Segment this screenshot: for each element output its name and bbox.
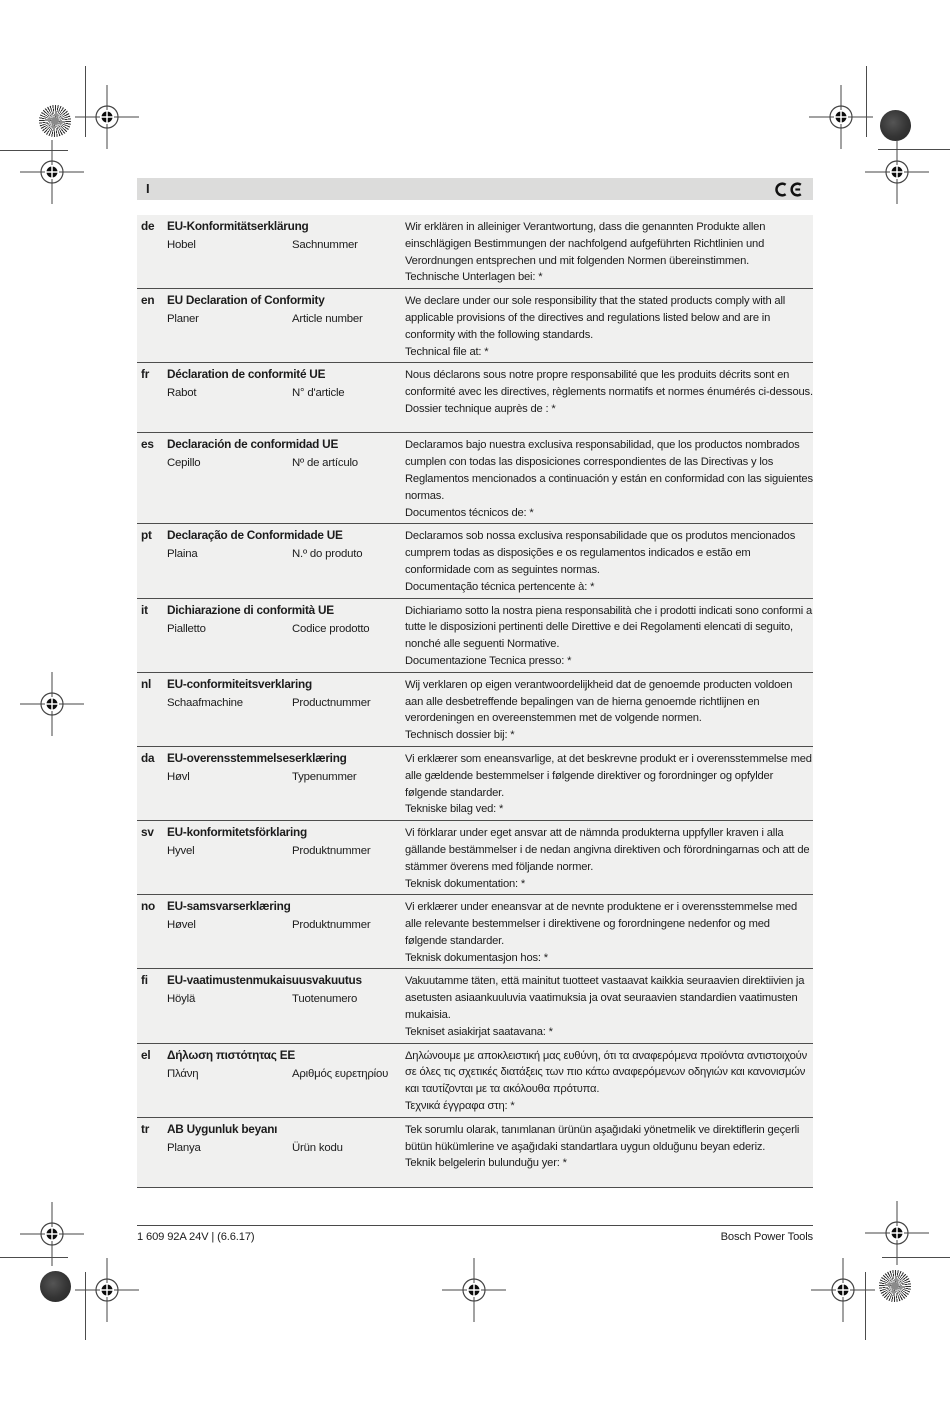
ce-mark-icon	[774, 181, 804, 198]
declaration-title: EU Declaration of Conformity	[167, 293, 325, 308]
language-code: tr	[141, 1121, 150, 1136]
declaration-title-cell	[167, 1048, 405, 1115]
crosshair-registration-mark	[75, 1258, 139, 1322]
conformity-row	[137, 289, 813, 363]
declaration-title: EU-conformiteitsverklaring	[167, 676, 312, 691]
declaration-text-cell	[405, 899, 813, 966]
declaration-text: Vi erklærer under eneansvar at de nevnte produktene er i overensstemmelse med alle relevante bestemmelser i direktivene og forordningene nedenfor og med følgende standarder.	[405, 901, 798, 947]
crosshair-registration-mark	[20, 140, 84, 204]
conformity-row	[137, 363, 813, 433]
article-number-label: Article number	[292, 313, 363, 326]
language-code: pt	[141, 528, 152, 543]
declaration-text: Dichiariamo sotto la nostra piena responsabilità che i prodotti indicati sono conformi a tutte le disposizioni pertinenti delle Direttive e dei Regolamenti elencati di seguito, nonché alle seguenti Normative.	[405, 604, 813, 651]
crosshair-registration-mark	[442, 1258, 506, 1322]
declaration-title: Déclaration de conformité UE	[167, 367, 326, 382]
declaration-title: Dichiarazione di conformità UE	[167, 602, 334, 617]
article-number-label: Ürün kodu	[292, 1141, 343, 1154]
language-code: no	[141, 899, 156, 914]
crop-line	[882, 1257, 950, 1258]
declaration-title: EU-konformitetsförklaring	[167, 825, 307, 840]
technical-file-line: Tekniset asiakirjat saatavana: *	[405, 1025, 553, 1038]
article-number-label: Αριθμός ευρετηρίου	[292, 1067, 389, 1080]
declaration-title: EU-vaatimustenmukaisuusvakuutus	[167, 973, 362, 988]
declaration-text-cell	[405, 825, 813, 892]
product-line	[167, 697, 399, 709]
language-code: fr	[141, 367, 150, 382]
declaration-title: EU-overensstemmelseserklæring	[167, 750, 347, 765]
conformity-row	[137, 1118, 813, 1188]
sunburst-registration-mark	[39, 105, 71, 137]
declaration-text-cell	[405, 751, 813, 818]
declaration-text: Tek sorumlu olarak, tanımlanan ürünün aşağıdaki yönetmelik ve direktiflerin geçerli bütün hükümlerine ve aşağıdaki standartlara uygun olduğunu beyan ederiz.	[405, 1123, 800, 1153]
article-number-label: Produktnummer	[292, 919, 371, 932]
section-label: I	[146, 181, 150, 196]
language-code: fi	[141, 973, 148, 988]
product-name: Planya	[167, 1141, 201, 1154]
declaration-title-cell	[167, 973, 405, 1040]
declaration-title-cell	[167, 219, 405, 286]
declaration-text: Declaramos bajo nuestra exclusiva responsabilidad, que los productos nombrados cumplen con todas las disposiciones correspondientes de las Directivas y los Reglamentos mencionados a continuación y están en conformidad con las siguientes normas.	[405, 439, 813, 502]
declaration-title-cell	[167, 751, 405, 818]
product-line	[167, 771, 399, 783]
product-name: Höylä	[167, 993, 196, 1006]
conformity-row	[137, 215, 813, 289]
declaration-text-cell	[405, 293, 813, 360]
declaration-text-cell	[405, 528, 813, 595]
article-number-label: Productnummer	[292, 696, 371, 709]
product-line	[167, 919, 399, 931]
color-patch-mark	[40, 1271, 71, 1302]
declaration-text: Vi förklarar under eget ansvar att de nämnda produkterna uppfyller kraven i alla gällande bestämmelser i de nedan angivna direktiven och förordningarnas och att de stämmer överens med följande normer.	[405, 827, 810, 873]
conformity-row	[137, 821, 813, 895]
declaration-title-cell	[167, 603, 405, 670]
declaration-text-cell	[405, 437, 813, 521]
product-line	[167, 1142, 399, 1154]
product-name: Høvel	[167, 919, 196, 932]
technical-file-line: Technical file at: *	[405, 345, 489, 358]
technical-file-line: Teknik belgelerin bulunduğu yer: *	[405, 1157, 567, 1170]
declaration-text: Declaramos sob nossa exclusiva responsabilidade que os produtos mencionados cumprem todas as disposições e os regulamentos indicados e estão em conformidade com as seguintes normas.	[405, 530, 796, 576]
product-name: Hobel	[167, 239, 196, 251]
language-code: es	[141, 437, 154, 452]
conformity-declaration-table	[137, 215, 813, 1188]
product-name: Πλάνη	[167, 1067, 199, 1080]
declaration-text: Vakuutamme täten, että mainitut tuotteet vastaavat kaikkia seuraavien direktiivien ja asetusten asiaankuuluvia vaatimuksia ja ovat seuraavien standardien vaatimusten mukaisia.	[405, 975, 805, 1022]
page-header-bar	[137, 178, 813, 200]
declaration-text-cell	[405, 367, 813, 430]
product-line	[167, 845, 399, 857]
conformity-row	[137, 599, 813, 673]
declaration-text-cell	[405, 973, 813, 1040]
language-code: da	[141, 750, 155, 765]
declaration-title: EU-samsvarserklæring	[167, 899, 291, 914]
article-number-label: Typenummer	[292, 770, 357, 783]
color-patch-mark	[880, 110, 911, 141]
conformity-row	[137, 1044, 813, 1118]
technical-file-line: Τεχνικά έγγραφα στη: *	[405, 1100, 515, 1113]
product-line	[167, 623, 399, 635]
product-line	[167, 457, 399, 469]
declaration-text: Wij verklaren op eigen verantwoordelijkheid dat de genoemde producten voldoen aan alle desbetreffende bepalingen van de hierna genoemde richtlijnen en verordeningen en overeenstemmen met de volgende normen.	[405, 678, 793, 725]
crop-line	[0, 1257, 68, 1258]
product-name: Cepillo	[167, 457, 201, 470]
declaration-title-cell	[167, 677, 405, 744]
declaration-text-cell	[405, 1122, 813, 1185]
product-name: Rabot	[167, 387, 197, 400]
product-line	[167, 387, 399, 399]
conformity-row	[137, 673, 813, 747]
declaration-text-cell	[405, 603, 813, 670]
technical-file-line: Documentazione Tecnica presso: *	[405, 654, 572, 667]
footer-brand: Bosch Power Tools	[720, 1231, 813, 1243]
conformity-row	[137, 895, 813, 969]
language-code: en	[141, 293, 155, 308]
article-number-label: Produktnummer	[292, 845, 371, 858]
declaration-text: We declare under our sole responsibility that the stated products comply with all applicable provisions of the directives and regulations listed below and are in conformity with the following standards.	[405, 295, 786, 341]
declaration-title: Declaração de Conformidade UE	[167, 528, 343, 543]
product-name: Plaina	[167, 548, 198, 561]
language-code: nl	[141, 676, 152, 691]
technical-file-line: Dossier technique auprès de : *	[405, 402, 556, 415]
language-code: it	[141, 602, 148, 617]
article-number-label: N.º do produto	[292, 548, 363, 561]
declaration-title: Δήλωση πιστότητας ΕΕ	[167, 1047, 295, 1062]
declaration-title-cell	[167, 528, 405, 595]
technical-file-line: Teknisk dokumentation: *	[405, 877, 526, 890]
crosshair-registration-mark	[75, 85, 139, 149]
sunburst-registration-mark	[879, 1270, 911, 1302]
product-name: Planer	[167, 313, 199, 326]
product-line	[167, 993, 399, 1005]
declaration-text: Nous déclarons sous notre propre responsabilité que les produits décrits sont en conformité avec les directives, règlements normatifs et normes énumérés ci-dessous.	[405, 369, 813, 399]
declaration-title-cell	[167, 825, 405, 892]
product-line	[167, 1068, 399, 1080]
technical-file-line: Technisch dossier bij: *	[405, 729, 515, 742]
conformity-row	[137, 747, 813, 821]
product-line	[167, 313, 399, 325]
technical-file-line: Teknisk dokumentasjon hos: *	[405, 951, 548, 964]
product-line	[167, 239, 399, 251]
footer-part-number: 1 609 92A 24V | (6.6.17)	[137, 1231, 255, 1243]
crosshair-registration-mark	[865, 1201, 929, 1265]
page-footer	[137, 1225, 813, 1243]
conformity-row	[137, 433, 813, 524]
declaration-text-cell	[405, 219, 813, 286]
declaration-text: Vi erklærer som eneansvarlige, at det beskrevne produkt er i overensstemmelse med alle gældende bestemmelser i følgende direktiver og forordninger og opfylder følgende standarder.	[405, 752, 812, 799]
declaration-title-cell	[167, 367, 405, 430]
conformity-row	[137, 969, 813, 1043]
article-number-label: N° d'article	[292, 387, 345, 400]
product-name: Hyvel	[167, 845, 195, 858]
product-line	[167, 548, 399, 560]
language-code: de	[141, 219, 155, 233]
technical-file-line: Documentação técnica pertencente à: *	[405, 580, 595, 593]
declaration-title: EU-Konformitätserklärung	[167, 219, 309, 233]
declaration-title: Declaración de conformidad UE	[167, 437, 339, 452]
article-number-label: Sachnummer	[292, 239, 358, 251]
language-code: sv	[141, 825, 154, 840]
article-number-label: Codice prodotto	[292, 622, 370, 635]
declaration-text-cell	[405, 1048, 813, 1115]
declaration-text: Δηλώνουμε με αποκλειστική μας ευθύνη, ότι τα αναφερόμενα προϊόντα αντιστοιχούν σε όλες τις σχετικές διατάξεις των πιο κάτω αναφερόμενων οδηγιών και κανονισμών και ταυτίζονται με τα ακόλουθα πρότυπα.	[405, 1049, 808, 1096]
language-code: el	[141, 1047, 151, 1062]
product-name: Pialletto	[167, 622, 206, 635]
declaration-title: AB Uygunluk beyanı	[167, 1121, 278, 1136]
article-number-label: Nº de artículo	[292, 457, 358, 470]
declaration-title-cell	[167, 437, 405, 521]
technical-file-line: Technische Unterlagen bei: *	[405, 271, 543, 284]
article-number-label: Tuotenumero	[292, 993, 358, 1006]
product-name: Schaafmachine	[167, 696, 243, 709]
conformity-row	[137, 524, 813, 598]
declaration-title-cell	[167, 293, 405, 360]
declaration-text-cell	[405, 677, 813, 744]
crosshair-registration-mark	[865, 140, 929, 204]
technical-file-line: Documentos técnicos de: *	[405, 506, 534, 519]
crop-line	[866, 66, 867, 137]
crosshair-registration-mark	[20, 672, 84, 736]
product-name: Høvl	[167, 770, 190, 783]
declaration-text: Wir erklären in alleiniger Verantwortung, dass die genannten Produkte allen einschlägigen Bestimmungen der nachfolgend aufgeführten Richtlinien und Verordnungen entsprechen und mit folgenden Normen übereinstimmen.	[405, 221, 766, 267]
declaration-title-cell	[167, 1122, 405, 1185]
crop-line	[865, 1272, 866, 1340]
technical-file-line: Tekniske bilag ved: *	[405, 803, 504, 816]
declaration-title-cell	[167, 899, 405, 966]
crosshair-registration-mark	[809, 85, 873, 149]
